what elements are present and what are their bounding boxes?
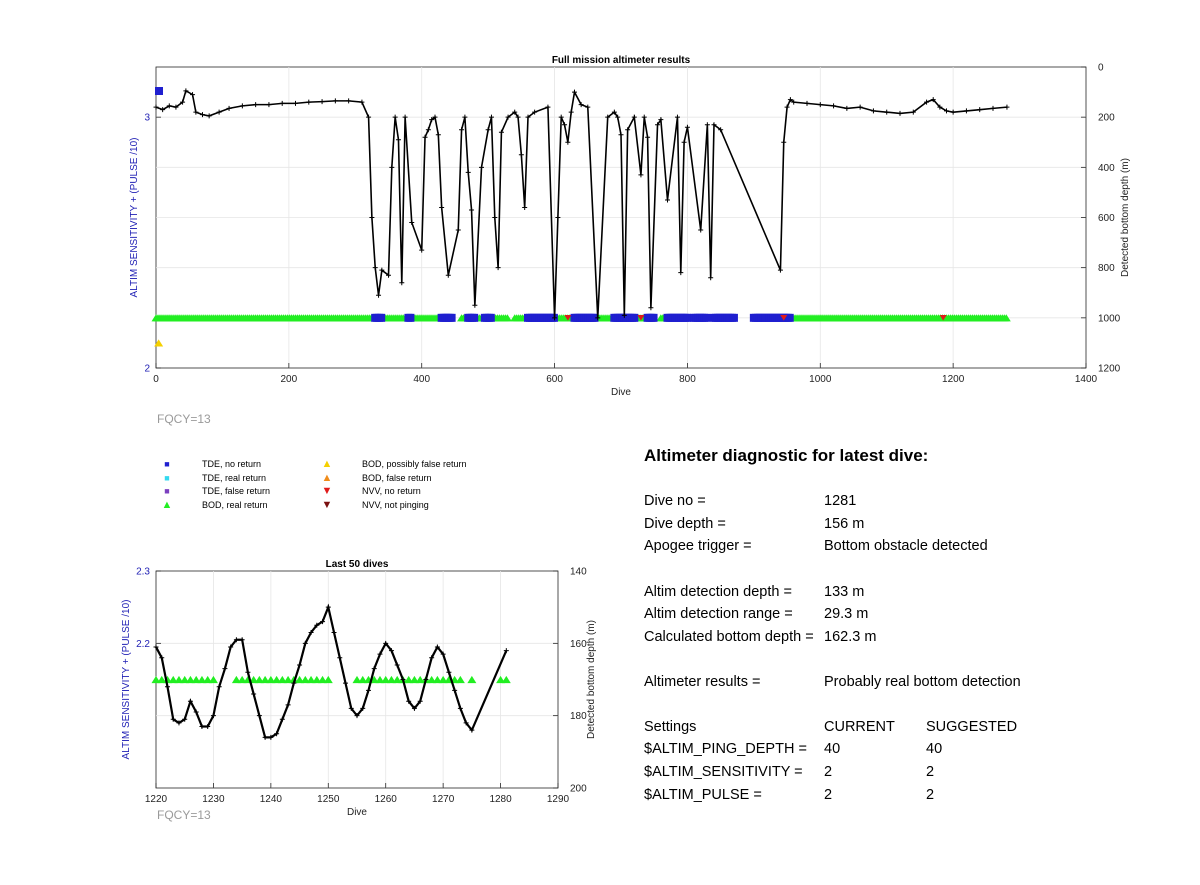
current-header: CURRENT <box>824 719 895 735</box>
settings-label: Settings <box>644 719 697 735</box>
legend-symbol-icon: ■ <box>164 472 170 483</box>
y-right-tick-label: 0 <box>1098 62 1104 74</box>
y-left-tick-label: 3 <box>144 112 150 124</box>
legend-symbol-icon: ■ <box>164 486 170 496</box>
y-right-axis-label: Detected bottom depth (m) <box>586 620 597 739</box>
x-tick-label: 1290 <box>546 794 570 805</box>
y-right-tick-label: 180 <box>570 711 587 723</box>
calc-depth-value: 162.3 m <box>824 629 877 645</box>
chart-title: Full mission altimeter results <box>551 55 691 66</box>
fqcy-top-label: FQCY=13 <box>157 412 211 426</box>
x-tick-label: 1280 <box>489 794 512 805</box>
ping-depth-current: 40 <box>824 741 841 757</box>
x-tick-label: 400 <box>413 374 431 385</box>
detect-range-value: 29.3 m <box>824 606 869 622</box>
x-tick-label: 1200 <box>942 374 965 385</box>
legend-label: NVV, no return <box>362 486 421 496</box>
dive-no-label: Dive no = <box>644 493 706 509</box>
legend-label: BOD, possibly false return <box>362 459 467 469</box>
ping-depth-label: $ALTIM_PING_DEPTH = <box>644 741 807 757</box>
ping-depth-suggested: 40 <box>926 741 943 757</box>
pulse-label: $ALTIM_PULSE = <box>644 787 762 803</box>
legend-symbol-icon: ■ <box>164 459 170 469</box>
x-tick-label: 1220 <box>144 794 168 805</box>
dive-no-value: 1281 <box>824 493 857 509</box>
x-tick-label: 600 <box>546 374 563 385</box>
chart-legend <box>160 458 520 518</box>
y-right-tick-label: 200 <box>1098 112 1115 124</box>
x-tick-label: 1400 <box>1074 374 1098 385</box>
detect-range-label: Altim detection range = <box>644 606 793 622</box>
y-right-tick-label: 1200 <box>1098 363 1121 375</box>
legend-label: BOD, real return <box>202 499 268 510</box>
legend-symbol-icon: ▲ <box>161 498 173 511</box>
x-axis-label: Dive <box>610 387 632 398</box>
x-tick-label: 1250 <box>317 794 340 805</box>
dive-depth-label: Dive depth = <box>644 516 726 532</box>
legend-label: NVV, not pinging <box>362 499 429 510</box>
x-tick-label: 1230 <box>202 794 225 805</box>
legend-label: TDE, real return <box>202 472 267 483</box>
diagnostic-title: Altimeter diagnostic for latest dive: <box>644 446 929 465</box>
y-right-tick-label: 800 <box>1098 263 1115 275</box>
detect-depth-label: Altim detection depth = <box>644 584 792 600</box>
y-right-tick-label: 400 <box>1098 162 1115 174</box>
fqcy-bottom-label: FQCY=13 <box>157 808 211 822</box>
x-tick-label: 1000 <box>809 374 832 385</box>
sensitivity-label: $ALTIM_SENSITIVITY = <box>644 764 803 780</box>
sensitivity-suggested: 2 <box>926 764 935 780</box>
legend-label: BOD, false return <box>362 472 432 483</box>
y-right-tick-label: 200 <box>570 783 587 795</box>
x-axis-label: Dive <box>346 807 368 818</box>
y-right-tick-label: 140 <box>570 566 587 578</box>
results-label: Altimeter results = <box>644 674 761 690</box>
pulse-suggested: 2 <box>926 787 935 803</box>
x-tick-label: 1270 <box>432 794 455 805</box>
chart-title: Last 50 dives <box>325 559 389 570</box>
legend-label: TDE, false return <box>202 486 271 496</box>
y-right-tick-label: 1000 <box>1098 313 1121 325</box>
x-tick-label: 200 <box>280 374 298 385</box>
detect-depth-value: 133 m <box>824 584 865 600</box>
x-tick-label: 800 <box>679 374 696 385</box>
y-right-tick-label: 600 <box>1098 213 1115 224</box>
y-right-tick-label: 160 <box>570 638 587 650</box>
results-value: Probably real bottom detection <box>824 674 1021 690</box>
calc-depth-label: Calculated bottom depth = <box>644 629 814 645</box>
suggested-header: SUGGESTED <box>926 719 1018 735</box>
legend-symbol-icon: ▲ <box>321 471 333 484</box>
y-left-axis-label: ALTIM SENSITIVITY + (PULSE /10) <box>121 599 132 760</box>
apogee-value: Bottom obstacle detected <box>824 538 988 554</box>
pulse-current: 2 <box>824 787 833 803</box>
x-tick-label: 1240 <box>259 794 282 805</box>
legend-symbol-icon: ▼ <box>321 485 333 497</box>
y-left-tick-label: 2 <box>144 363 150 375</box>
legend-label: TDE, no return <box>202 459 262 469</box>
apogee-label: Apogee trigger = <box>644 538 752 554</box>
x-tick-label: 1260 <box>374 794 397 805</box>
y-left-axis-label: ALTIM SENSITIVITY + (PULSE /10) <box>129 137 140 298</box>
sensitivity-current: 2 <box>824 764 833 780</box>
y-left-tick-label: 2.3 <box>136 566 150 578</box>
legend-symbol-icon: ▼ <box>321 498 333 511</box>
x-tick-label: 0 <box>153 374 159 385</box>
y-left-tick-label: 2.2 <box>136 638 150 650</box>
y-right-axis-label: Detected bottom depth (m) <box>1120 158 1131 277</box>
legend-symbol-icon: ▲ <box>321 458 333 470</box>
dive-depth-value: 156 m <box>824 516 865 532</box>
